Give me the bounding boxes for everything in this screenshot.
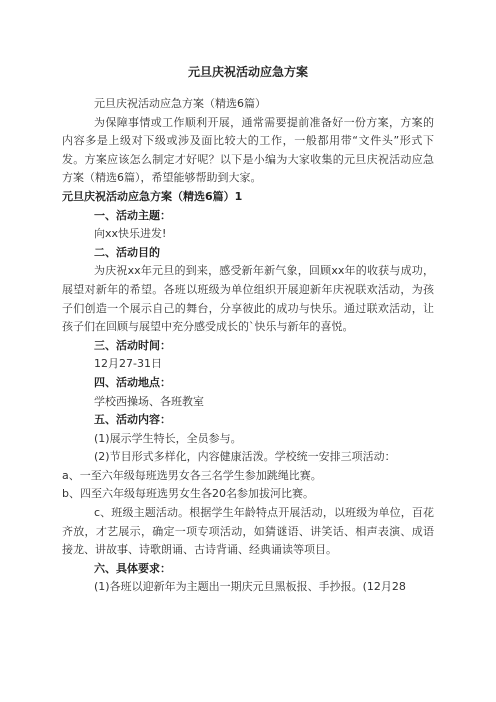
- heading-content: 五、活动内容：: [94, 413, 171, 427]
- theme-text: 向xx快乐进发!: [94, 227, 167, 241]
- requirement-1: (1)各班以迎新年为主题出一期庆元旦黑板报、手抄报。(12月28: [94, 580, 406, 594]
- content-item-1: (1)展示学生特长，全员参与。: [94, 431, 242, 445]
- intro-paragraph: 为保障事情或工作顺利开展，通常需要提前准备好一份方案，方案的内容多是上级对下级或涉及面比较大的工作，一般都用带“文件头”形式下发。方案应该怎么制定才好呢？以下是小编为大家收集的元旦庆祝活动应急方案（精选6篇），希望能够帮助到大家。: [62, 115, 434, 185]
- content-item-2: (2)节目形式多样化，内容健康活泼。学校统一安排三项活动：: [94, 450, 396, 464]
- heading-time: 三、活动时间：: [94, 338, 171, 352]
- heading-place: 四、活动地点：: [94, 375, 171, 389]
- time-text: 12月27-31日: [94, 357, 162, 371]
- content-item-b: b、四至六年级每班选男女生各20名参加拔河比赛。: [62, 487, 314, 501]
- heading-purpose: 二、活动目的: [94, 245, 160, 259]
- place-text: 学校西操场、各班教室: [94, 394, 204, 408]
- heading-theme: 一、活动主题：: [94, 208, 171, 222]
- heading-requirements: 六、具体要求：: [94, 561, 171, 575]
- subtitle-line: 元旦庆祝活动应急方案（精选6篇）: [94, 97, 266, 110]
- purpose-paragraph: 为庆祝xx年元旦的到来，感受新年新气象，回顾xx年的收获与成功，展望对新年的希望。各班以班级为单位组织开展迎新年庆祝联欢活动，为孩子们创造一个展示自己的舞台，分享彼此的成功与快乐。通过联欢活动，让孩子们在回顾与展望中充分感受成长的`快乐与新年的喜悦。: [62, 264, 434, 334]
- content-item-a: a、一至六年级每班选男女各三名学生参加跳绳比赛。: [62, 468, 322, 482]
- page-title: 元旦庆祝活动应急方案: [187, 65, 308, 79]
- content-item-c: c、班级主题活动。根据学生年龄特点开展活动，以班级为单位，百花齐放，才艺展示，确定一项专项活动，如猜谜语、讲笑话、相声表演、成语接龙、讲故事、诗歌朗诵、古诗背诵、经典诵读等项目。: [62, 506, 434, 557]
- section-title: 元旦庆祝活动应急方案（精选6篇）1: [62, 189, 243, 203]
